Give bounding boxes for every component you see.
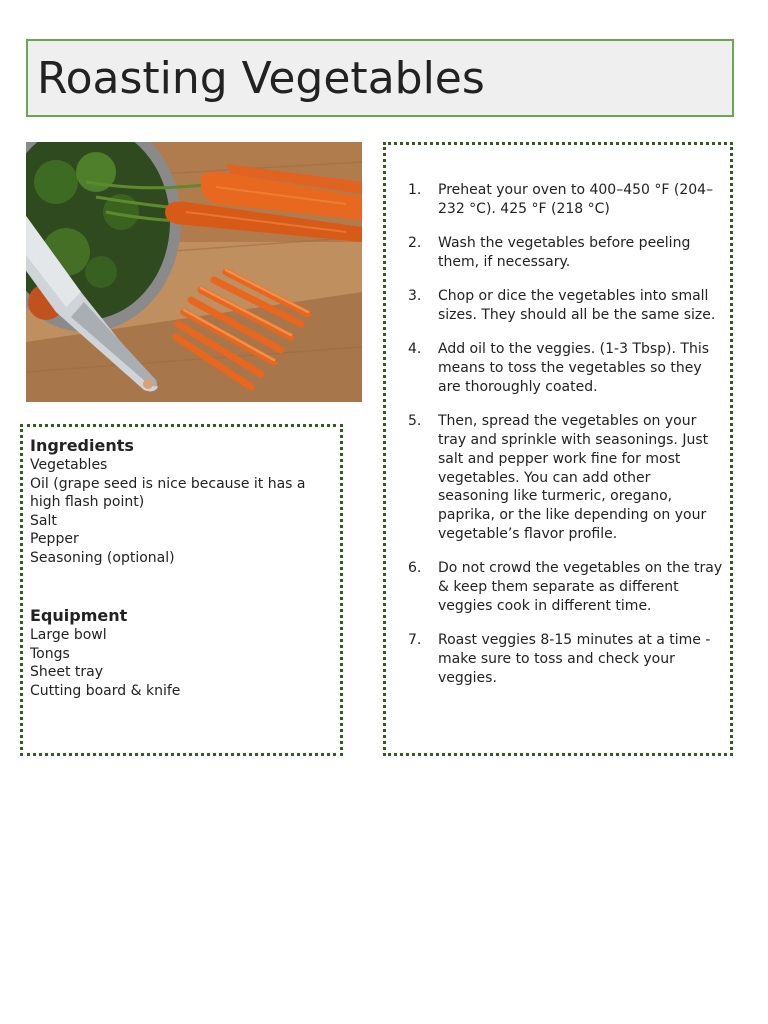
instruction-step [408, 631, 724, 687]
instruction-step [408, 287, 724, 325]
step-number: 4. [408, 341, 422, 358]
instruction-step [408, 181, 724, 219]
equipment-item: Tongs [30, 645, 70, 662]
equipment-heading: Equipment [30, 606, 128, 625]
step-number: 6. [408, 560, 422, 577]
carrots-photo [26, 142, 362, 402]
page-title: Roasting Vegetables [37, 53, 485, 104]
step-text: Do not crowd the vegetables on the tray & keep them separate as different veggies cook in different time. [438, 560, 723, 614]
equipment-item: Cutting board & knife [30, 682, 181, 699]
equipment-section [30, 606, 335, 700]
instructions-box [383, 142, 733, 756]
ingredients-heading: Ingredients [30, 436, 134, 455]
instruction-step [408, 340, 724, 396]
step-number: 3. [408, 288, 422, 305]
ingredient-item: Oil (grape seed is nice because it has a high flash point) [30, 475, 306, 511]
step-number: 7. [408, 632, 422, 649]
instruction-step [408, 412, 724, 544]
ingredient-item: Vegetables [30, 457, 108, 473]
equipment-list [30, 626, 335, 700]
ingredients-equipment-box [20, 424, 343, 756]
step-text: Then, spread the vegetables on your tray and sprinkle with seasonings. Just salt and pepper work fine for most vegetables. You can add other seasoning like turmeric, oregano, paprika, or the like depending on your vegetable’s flavor profile. [438, 413, 709, 542]
ingredients-list [30, 456, 335, 568]
step-number: 1. [408, 182, 422, 198]
step-text: Roast veggies 8-15 minutes at a time - make sure to toss and check your veggies. [438, 632, 711, 686]
step-number: 5. [408, 413, 422, 430]
ingredient-item: Salt [30, 512, 57, 529]
title-banner [26, 39, 734, 117]
instruction-step [408, 559, 724, 615]
step-number: 2. [408, 235, 422, 252]
equipment-item: Sheet tray [30, 664, 104, 681]
step-text: Wash the vegetables before peeling them, if necessary. [438, 235, 691, 270]
equipment-item: Large bowl [30, 627, 107, 643]
ingredient-item: Seasoning (optional) [30, 549, 175, 566]
step-text: Preheat your oven to 400–450 °F (204–232 °C). 425 °F (218 °C) [438, 182, 714, 217]
step-text: Chop or dice the vegetables into small sizes. They should all be the same size. [438, 288, 716, 323]
step-text: Add oil to the veggies. (1-3 Tbsp). This means to toss the vegetables so they are thoroughly coated. [438, 341, 710, 395]
instruction-step [408, 234, 724, 272]
ingredients-section [30, 436, 335, 568]
instructions-list [408, 181, 724, 703]
ingredient-item: Pepper [30, 531, 79, 548]
